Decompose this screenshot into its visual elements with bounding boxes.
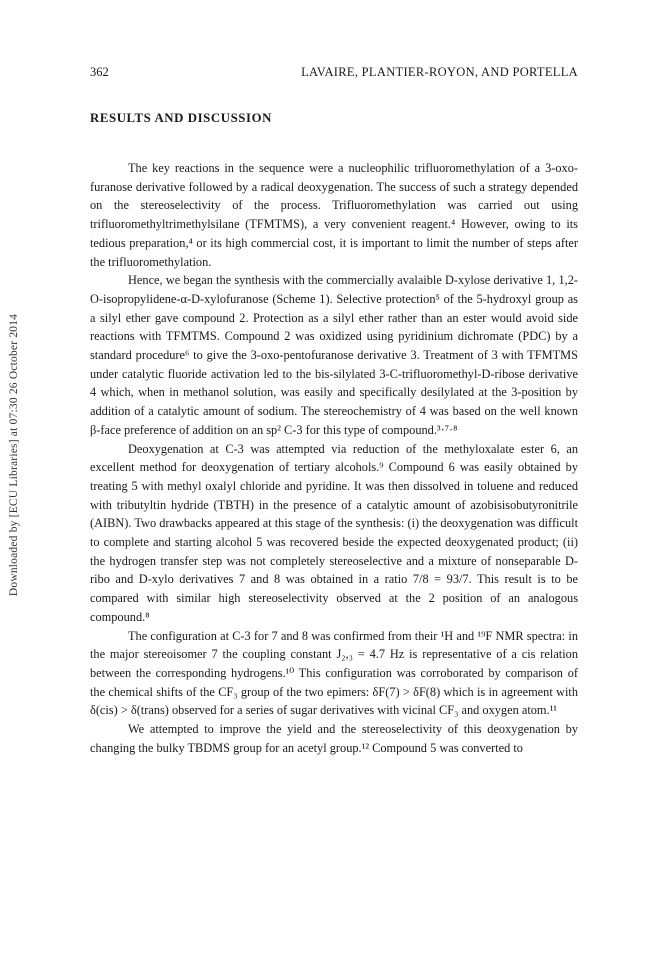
paragraph-4: The configuration at C-3 for 7 and 8 was confirmed from their ¹H and ¹⁹F NMR spectra: in the major stereoisomer 7 the coupling constant J₂,₃ = 4.7 Hz is representative of a cis relation between the corresponding hydrogens.¹⁰ This configuration was corroborated by comparison of the chemical shifts of the CF₃ group of the two epimers: δF(7) > δF(8) which is in agreement with δ(cis) > δ(trans) observed for a series of sugar derivatives with vicinal CF₃ and oxygen atom.¹¹	[90, 628, 578, 718]
paragraph-2: Hence, we began the synthesis with the commercially avalaible D-xylose derivative 1, 1,2-O-isopropylidene-α-D-xylofuranose (Scheme 1). Selective protection⁵ of the 5-hydroxyl group as a silyl ether gave compound 2. Protection as a silyl ether rather than an ester would avoid side reactions with TFMTMS. Compound 2 was oxidized using pyridinium dichromate (PDC) by a standard procedure⁶ to give the 3-oxo-pentofuranose derivative 3. Treatment of 3 with TFMTMS under catalytic fluoride activation led to the bis-silylated 3-C-trifluoromethyl-D-ribose derivative 4 which, when in methanol solution, was easily and specifically desilylated at the 3-position by addition of a catalytic amount of sodium. The stereochemistry of 4 was based on the well known β-face preference of addition on an sp² C-3 for this type of compound.³·⁷·⁸	[90, 273, 578, 437]
page-number: 362	[90, 65, 109, 79]
running-title: LAVAIRE, PLANTIER-ROYON, AND PORTELLA	[301, 65, 578, 79]
download-watermark	[2, 262, 26, 648]
paragraph-3: Deoxygenation at C-3 was attempted via reduction of the methyloxalate ester 6, an excellent method for deoxygenation of tertiary alcohols.⁹ Compound 6 was easily obtained by treating 5 with methyl oxalyl chloride and pyridine. It was then dissolved in toluene and reduced with tributyltin hydride (TBTH) in the presence of a catalytic amount of azobisisobutyronitrile (AIBN). Two drawbacks appeared at this stage of the synthesis: (i) the deoxygenation was difficult to complete and starting alcohol 5 was recovered beside the expected deoxygenated product; (ii) the hydrogen transfer step was not completely stereoselective and a mixture of nonseparable D-ribo and D-xylo derivatives 7 and 8 was obtained in a ratio 7/8 = 93/7. This result is to be compared with similar high stereoselectivity observed at the 2 position of an analogous compound.⁸	[90, 441, 578, 624]
paragraph-1: The key reactions in the sequence were a nucleophilic trifluoromethylation of a 3-oxo-furanose derivative followed by a radical deoxygenation. The success of such a strategy depended on the stereoselectivity of the process. Trifluoromethylation was carried out using trifluoromethyltrimethylsilane (TFMTMS), a very convenient reagent.⁴ However, owing to its tedious preparation,⁴ or its high commercial cost, it is important to limit the number of steps after the trifluoromethylation.	[90, 161, 578, 269]
article-body	[90, 159, 578, 758]
page-header	[90, 65, 578, 80]
download-watermark-text: Downloaded by [ECU Libraries] at 07:30 26 October 2014	[8, 313, 21, 597]
section-title: RESULTS AND DISCUSSION	[90, 111, 272, 125]
paragraph-5: We attempted to improve the yield and the stereoselectivity of this deoxygenation by changing the bulky TBDMS group for an acetyl group.¹² Compound 5 was converted to	[90, 722, 578, 755]
